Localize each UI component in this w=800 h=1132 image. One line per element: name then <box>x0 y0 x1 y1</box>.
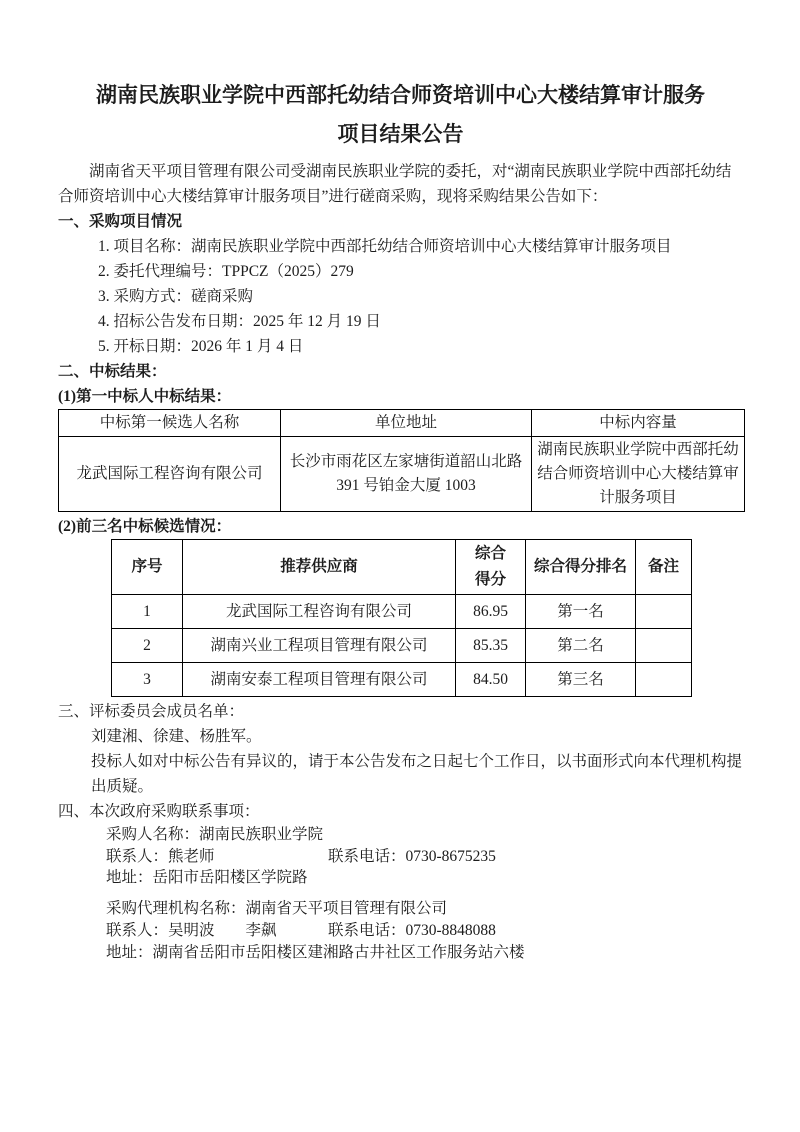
agency-name: 采购代理机构名称：湖南省天平项目管理有限公司 <box>106 899 448 917</box>
objection-note: 投标人如对中标公告有异议的，请于本公告发布之日起七个工作日，以书面形式向本代理机构提出质疑。 <box>91 753 743 795</box>
score-cell: 84.50 <box>456 663 526 697</box>
announcement-date-item: 4. 招标公告发布日期：2025 年 12 月 19 日 <box>98 313 381 330</box>
ranking-cell: 第二名 <box>526 629 636 663</box>
ranking-cell: 第三名 <box>526 663 636 697</box>
first-winner-table-header-row <box>59 410 745 437</box>
candidates-label: (2)前三名中标候选情况： <box>58 518 232 535</box>
score-cell: 86.95 <box>456 595 526 629</box>
doc-title-line2: 项目结果公告 <box>337 122 464 146</box>
intro-paragraph: 湖南省天平项目管理有限公司受湖南民族职业学院的委托，对“湖南民族职业学院中西部托幼结合师资培训中心大楼结算审计服务项目”进行磋商采购，现将采购结果公告如下： <box>58 163 732 205</box>
winner-name-cell: 龙武国际工程咨询有限公司 <box>59 437 281 512</box>
purchaser-contact-row <box>106 846 743 868</box>
section1-heading: 一、采购项目情况 <box>58 213 183 230</box>
agency-contact-row <box>106 920 743 942</box>
table-header-cell: 中标内容量 <box>532 410 745 437</box>
table-header-cell: 推荐供应商 <box>183 540 456 595</box>
section4-heading: 四、本次政府采购联系事项： <box>58 803 260 820</box>
first-winner-table <box>58 409 745 512</box>
agency-code-item: 2. 委托代理编号：TPPCZ（2025）279 <box>98 263 354 280</box>
table-header-cell: 中标第一候选人名称 <box>59 410 281 437</box>
procurement-method-item: 3. 采购方式：磋商采购 <box>98 288 254 305</box>
ranking-cell: 第一名 <box>526 595 636 629</box>
rank-cell: 3 <box>112 663 183 697</box>
doc-title <box>58 76 743 154</box>
bid-opening-date-item: 5. 开标日期：2026 年 1 月 4 日 <box>98 338 304 355</box>
purchaser-name: 采购人名称：湖南民族职业学院 <box>106 826 324 843</box>
first-winner-label: (1)第一中标人中标结果： <box>58 388 232 405</box>
supplier-cell: 湖南安泰工程项目管理有限公司 <box>183 663 456 697</box>
candidate-row <box>112 629 692 663</box>
purchaser-contact: 联系人：熊老师 <box>106 847 215 865</box>
rank-cell: 1 <box>112 595 183 629</box>
candidate-row <box>112 595 692 629</box>
winner-address-cell: 长沙市雨花区左家塘街道韶山北路 391 号铂金大厦 1003 <box>281 437 532 512</box>
table-header-cell: 单位地址 <box>281 410 532 437</box>
table-header-cell: 备注 <box>636 540 692 595</box>
candidate-row <box>112 663 692 697</box>
candidates-table-header-row <box>112 540 692 595</box>
section2-heading: 二、中标结果： <box>58 363 167 380</box>
purchaser-block <box>58 824 743 889</box>
first-winner-table-row <box>59 437 745 512</box>
remark-cell <box>636 595 692 629</box>
doc-title-line1: 湖南民族职业学院中西部托幼结合师资培训中心大楼结算审计服务 <box>96 83 705 107</box>
supplier-cell: 龙武国际工程咨询有限公司 <box>183 595 456 629</box>
table-header-cell: 序号 <box>112 540 183 595</box>
purchaser-phone: 联系电话：0730-8675235 <box>328 847 496 865</box>
remark-cell <box>636 663 692 697</box>
table-header-cell: 综合得分排名 <box>526 540 636 595</box>
committee-members: 刘建湘、徐建、杨胜军。 <box>91 728 262 745</box>
purchaser-address: 地址：岳阳市岳阳楼区学院路 <box>106 869 308 886</box>
table-header-cell: 综合得分 <box>456 540 526 595</box>
rank-cell: 2 <box>112 629 183 663</box>
project-name-item: 1. 项目名称：湖南民族职业学院中西部托幼结合师资培训中心大楼结算审计服务项目 <box>98 238 672 255</box>
supplier-cell: 湖南兴业工程项目管理有限公司 <box>183 629 456 663</box>
section3-heading: 三、评标委员会成员名单： <box>58 703 245 720</box>
agency-address: 地址：湖南省岳阳市岳阳楼区建湘路古井社区工作服务站六楼 <box>106 943 525 961</box>
agency-block <box>58 898 743 964</box>
score-cell: 85.35 <box>456 629 526 663</box>
agency-phone: 联系电话：0730-8848088 <box>328 921 496 939</box>
agency-contact: 联系人：吴明波 李飙 <box>106 921 277 939</box>
remark-cell <box>636 629 692 663</box>
candidates-table <box>111 539 692 697</box>
winner-content-cell: 湖南民族职业学院中西部托幼结合师资培训中心大楼结算审计服务项目 <box>532 437 745 512</box>
